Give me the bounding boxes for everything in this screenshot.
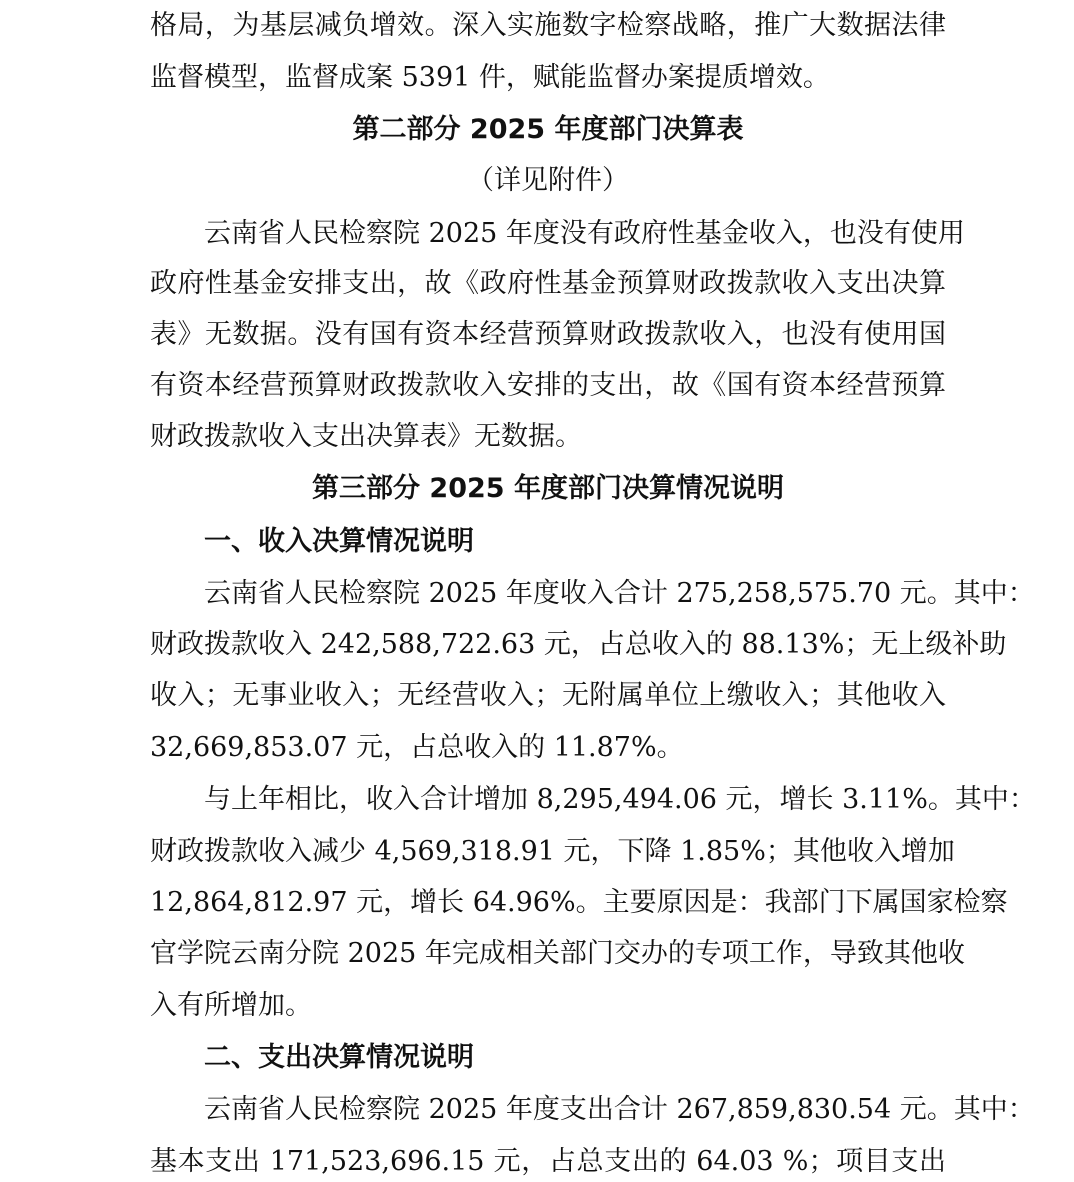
body-line: 财政拨款收入 242,588,722.63 元，占总收入的 88.13%；无上级补助 (150, 629, 1007, 660)
section-title: 第二部分 2025 年度部门决算表 (352, 114, 744, 145)
body-line: 财政拨款收入减少 4,569,318.91 元，下降 1.85%；其他收入增加 (150, 836, 955, 867)
body-line: 有资本经营预算财政拨款收入安排的支出，故《国有资本经营预算 (150, 370, 946, 401)
body-line: 32,669,853.07 元，占总收入的 11.87%。 (150, 732, 684, 763)
body-line: 政府性基金安排支出，故《政府性基金预算财政拨款收入支出决算 (150, 268, 946, 299)
body-line: 监督模型，监督成案 5391 件，赋能监督办案提质增效。 (150, 62, 830, 93)
body-line: 基本支出 171,523,696.15 元，占总支出的 64.03 %；项目支出 (150, 1146, 946, 1177)
body-line: 入有所增加。 (150, 990, 312, 1021)
body-line: 12,864,812.97 元，增长 64.96%。主要原因是：我部门下属国家检察 (150, 887, 1008, 918)
body-line: 云南省人民检察院 2025 年度收入合计 275,258,575.70 元。其中： (204, 578, 1035, 609)
body-line: 格局，为基层减负增效。深入实施数字检察战略，推广大数据法律 (150, 10, 946, 41)
body-line: 云南省人民检察院 2025 年度支出合计 267,859,830.54 元。其中： (204, 1094, 1035, 1125)
body-line: 与上年相比，收入合计增加 8,295,494.06 元，增长 3.11%。其中： (204, 784, 1036, 815)
body-line: 表》无数据。没有国有资本经营预算财政拨款收入，也没有使用国 (150, 319, 946, 350)
section-title: 第三部分 2025 年度部门决算情况说明 (312, 473, 784, 504)
body-line: 收入；无事业收入；无经营收入；无附属单位上缴收入；其他收入 (150, 680, 946, 711)
subsection-heading: 二、支出决算情况说明 (204, 1042, 474, 1073)
body-line: 官学院云南分院 2025 年完成相关部门交办的专项工作，导致其他收 (150, 938, 965, 969)
body-line: 财政拨款收入支出决算表》无数据。 (150, 421, 582, 452)
body-line: 云南省人民检察院 2025 年度没有政府性基金收入，也没有使用 (204, 218, 965, 249)
subsection-heading: 一、收入决算情况说明 (204, 526, 474, 557)
section-subtitle: （详见附件） (467, 165, 629, 196)
